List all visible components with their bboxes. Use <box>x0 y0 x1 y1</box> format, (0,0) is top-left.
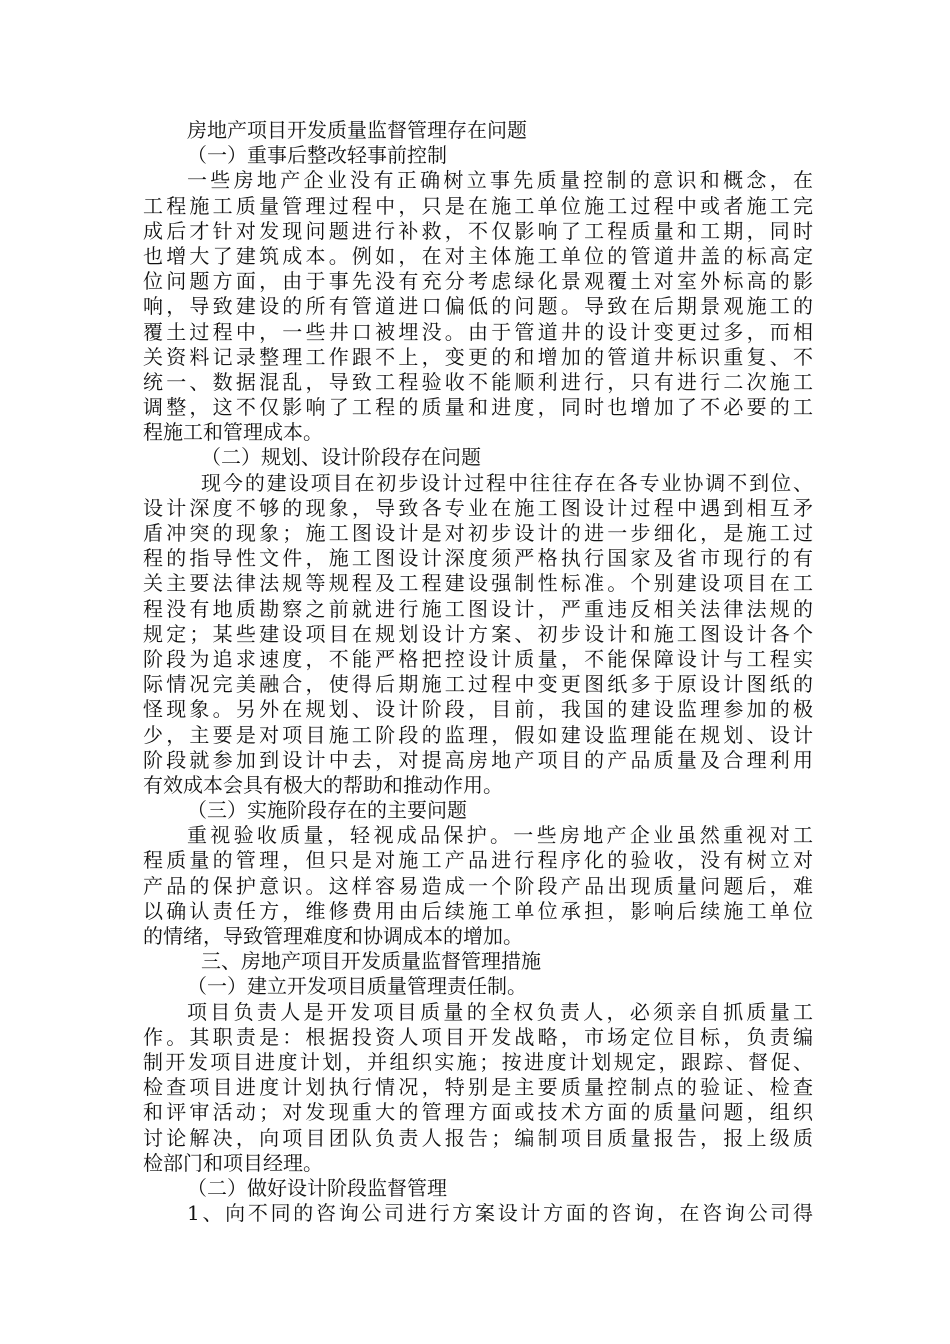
text-line: 产品的保护意识。这样容易造成一个阶段产品出现质量问题后，难 <box>143 873 813 898</box>
document-body <box>143 118 813 1226</box>
text-line: 作。其职责是：根据投资人项目开发战略，市场定位目标，负责编 <box>143 1024 813 1049</box>
text-line: 少，主要是对项目施工阶段的监理，假如建设监理能在规划、设计 <box>143 722 813 747</box>
text-line: 程没有地质勘察之前就进行施工图设计，严重违反相关法律法规的 <box>143 596 813 621</box>
text-line: 1、向不同的咨询公司进行方案设计方面的咨询，在咨询公司得 <box>187 1201 813 1226</box>
text-line: 际情况完美融合，使得后期施工过程中变更图纸多于原设计图纸的 <box>143 672 813 697</box>
text-line: 和评审活动；对发现重大的管理方面或技术方面的质量问题，组织 <box>143 1100 813 1125</box>
text-line: 一些房地产企业没有正确树立事先质量控制的意识和概念，在 <box>187 168 813 193</box>
text-line: 也增大了建筑成本。例如，在对主体施工单位的管道井盖的标高定 <box>143 243 813 268</box>
text-line: 程质量的管理，但只是对施工产品进行程序化的验收，没有树立对 <box>143 848 813 873</box>
text-line: 以确认责任方，维修费用由后续施工单位承担，影响后续施工单位 <box>143 898 813 923</box>
text-line: 位问题方面，由于事先没有充分考虑绿化景观覆土对室外标高的影 <box>143 269 813 294</box>
text-line: 阶段就参加到设计中去，对提高房地产项目的产品质量及合理利用 <box>143 747 813 772</box>
text-line: 调整，这不仅影响了工程的质量和进度，同时也增加了不必要的工 <box>143 395 813 420</box>
text-line: 响，导致建设的所有管道进口偏低的问题。导致在后期景观施工的 <box>143 294 813 319</box>
text-line: 现今的建设项目在初步设计过程中往往存在各专业协调不到位、 <box>201 470 813 495</box>
text-line: 三、房地产项目开发质量监督管理措施 <box>201 949 541 974</box>
text-line: （二）做好设计阶段监督管理 <box>187 1175 447 1200</box>
text-line: 关主要法律法规等规程及工程建设强制性标准。个别建设项目在工 <box>143 571 813 596</box>
text-line: 盾冲突的现象；施工图设计是对初步设计的进一步细化，是施工过 <box>143 521 813 545</box>
text-line: （一）建立开发项目质量管理责任制。 <box>187 974 527 999</box>
text-line: 统一、数据混乱，导致工程验收不能顺利进行，只有进行二次施工 <box>143 369 813 394</box>
text-line: （三）实施阶段存在的主要问题 <box>187 798 467 823</box>
text-line: 设计深度不够的现象，导致各专业在施工图设计过程中遇到相互矛 <box>143 495 813 520</box>
text-line: 讨论解决，向项目团队负责人报告；编制项目质量报告，报上级质 <box>143 1125 813 1150</box>
text-line: 检部门和项目经理。 <box>143 1150 323 1175</box>
text-line: 规定；某些建设项目在规划设计方案、初步设计和施工图设计各个 <box>143 621 813 646</box>
text-line: 项目负责人是开发项目质量的全权负责人，必须亲自抓质量工 <box>187 999 813 1024</box>
text-line: 的情绪，导致管理难度和协调成本的增加。 <box>143 924 523 948</box>
text-line: 有效成本会具有极大的帮助和推动作用。 <box>143 772 503 797</box>
text-line: 制开发项目进度计划，并组织实施；按进度计划规定，跟踪、督促、 <box>143 1049 813 1074</box>
text-line: 检查项目进度计划执行情况，特别是主要质量控制点的验证、检查 <box>143 1075 813 1100</box>
text-line: 程施工和管理成本。 <box>143 420 323 445</box>
text-line: 关资料记录整理工作跟不上，变更的和增加的管道井标识重复、不 <box>143 344 813 369</box>
text-line: 工程施工质量管理过程中，只是在施工单位施工过程中或者施工完 <box>143 193 813 218</box>
text-line: 房地产项目开发质量监督管理存在问题 <box>187 118 527 142</box>
text-line: 怪现象。另外在规划、设计阶段，目前，我国的建设监理参加的极 <box>143 697 813 722</box>
text-line: （二）规划、设计阶段存在问题 <box>201 445 481 470</box>
text-line: 程的指导性文件，施工图设计深度须严格执行国家及省市现行的有 <box>143 546 813 571</box>
text-line: 重视验收质量，轻视成品保护。一些房地产企业虽然重视对工 <box>187 823 813 848</box>
text-line: 覆土过程中，一些井口被埋没。由于管道井的设计变更过多，而相 <box>143 319 813 344</box>
text-line: 阶段为追求速度，不能严格把控设计质量，不能保障设计与工程实 <box>143 646 813 671</box>
text-line: （一）重事后整改轻事前控制 <box>187 143 447 168</box>
text-line: 成后才针对发现问题进行补救，不仅影响了工程质量和工期，同时 <box>143 218 813 243</box>
